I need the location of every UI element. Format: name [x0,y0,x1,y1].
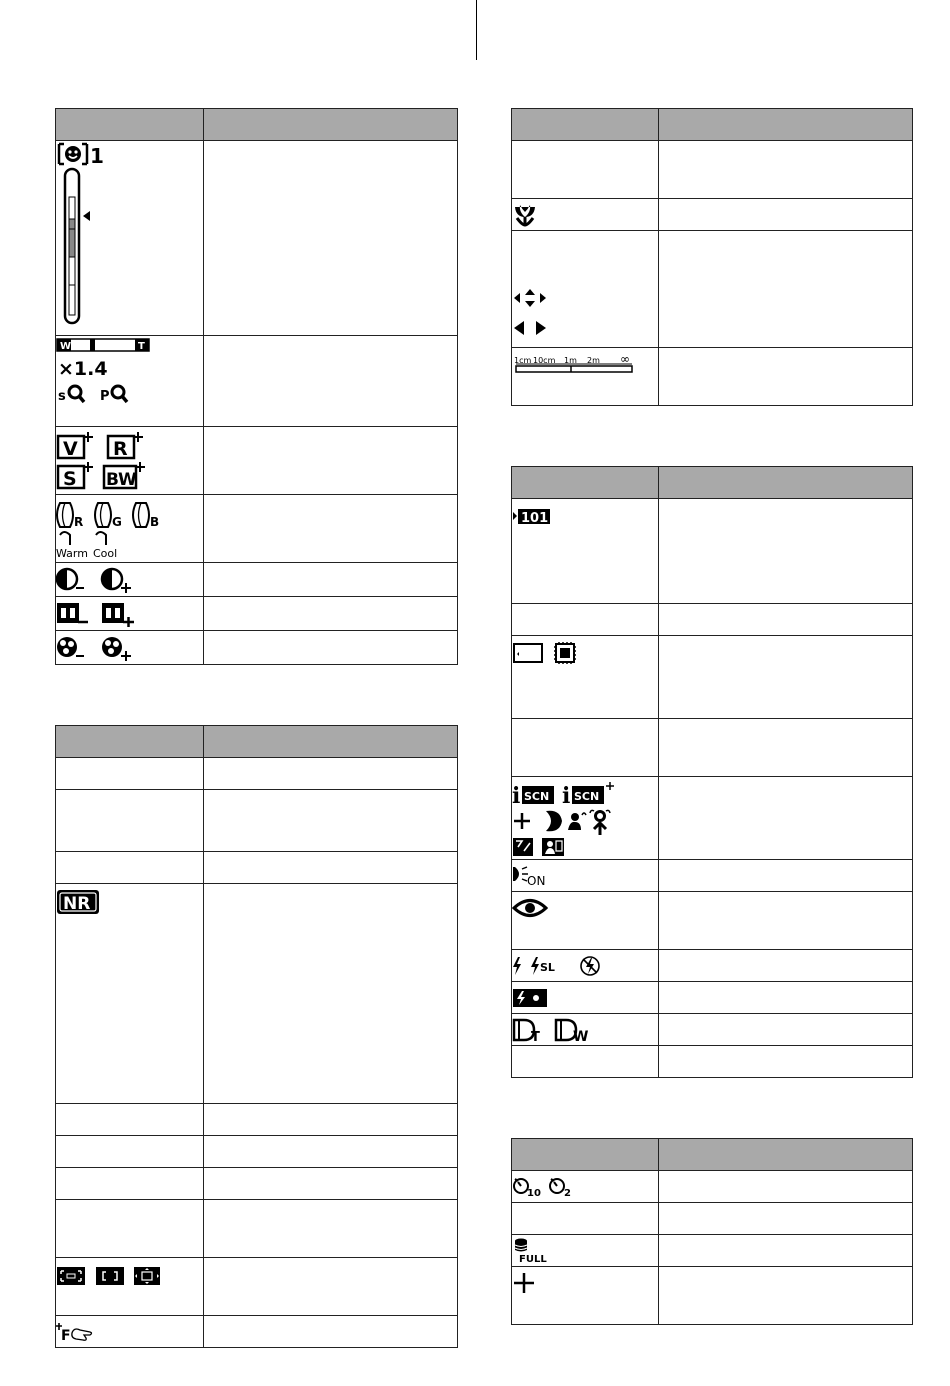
table-row [512,348,913,406]
red-eye-icon [512,897,548,919]
scn-label-1: SCN [524,790,550,803]
table-right-bottom [511,1138,913,1325]
tele-t-label: T [531,1030,540,1043]
color-mode-bw-label: BW [106,470,137,490]
table-row [512,1014,913,1046]
self-timer-icons [512,1176,592,1198]
table-row [56,631,458,665]
folder-number-label: 101 [521,511,549,526]
table-row [56,427,458,495]
scn-label-2: SCN [574,790,600,803]
pzoom-p-label: P [100,389,110,404]
self-timer-10-label: 10 [527,1188,541,1198]
table-row [56,884,458,1104]
saturation-icons [56,634,156,662]
table-row [512,982,913,1014]
zoom-w-label: W [60,341,72,352]
table-row [512,1235,913,1267]
table-row [512,636,913,719]
table-header-row [512,467,913,499]
table-left-bottom [55,725,458,1348]
table-row [512,719,913,777]
touch-af-icon [56,1321,96,1343]
flash-charging-icon [512,987,552,1009]
macro-icon [512,203,542,227]
intelligent-i-label-2: i [562,783,571,809]
white-balance-adjust-icons [56,499,186,561]
sharpness-icons [56,600,156,628]
focus-distance-scale-icon [512,353,637,379]
table-row [512,892,913,950]
ais-icon [512,864,562,886]
zoom-factor-icon [56,355,116,381]
table-row [512,1171,913,1203]
card-memory-icons [512,640,582,666]
scale-infinity-label: ∞ [620,353,630,366]
flash-mode-icons [512,955,608,977]
folder-number-icon [512,507,552,527]
zoom-factor-label: ×1.4 [58,358,108,380]
color-mode-icons [56,430,166,492]
spot-metering-target-icon [512,1271,538,1295]
table-row [512,860,913,892]
table-row [512,1203,913,1235]
table-row [512,231,913,348]
face-detect-icon [56,141,116,167]
table-row [512,604,913,636]
table-row [56,790,458,852]
buffer-full-icon [512,1237,560,1263]
wb-g-label: G [112,515,122,529]
color-mode-r-label: R [113,438,128,460]
nr-label: NR [63,894,91,914]
table-row [512,777,913,860]
buffer-full-label: FULL [519,1254,547,1263]
face-count-label: 1 [90,144,104,167]
table-right-middle [511,466,913,1078]
wide-w-label: W [573,1029,589,1043]
conversion-lens-icons [512,1017,602,1043]
table-row [512,199,913,231]
column-divider-mark [476,0,477,60]
table-row [56,1104,458,1136]
four-way-arrows-icon [512,287,552,309]
wb-b-label: B [150,515,160,529]
table-right-top [511,108,913,406]
table-row [512,1046,913,1078]
table-row [56,1136,458,1168]
table-header-row [512,109,913,141]
table-row [512,1267,913,1325]
table-row [512,499,913,604]
table-header-row [56,726,458,758]
af-mode-icons [56,1265,166,1287]
table-row [56,1258,458,1316]
zoom-t-label: T [138,341,145,352]
ais-on-label: ON [527,874,546,886]
color-mode-s-label: S [63,468,77,490]
wb-r-label: R [74,515,84,529]
table-row [56,336,458,427]
table-row [56,852,458,884]
table-header-row [512,1139,913,1171]
wb-warm-label: Warm [56,547,88,560]
scale-1m-label: 1m [564,356,577,365]
table-left-top [55,108,458,665]
extended-zoom-icons [56,381,146,405]
table-row [512,141,913,199]
wb-cool-label: Cool [93,547,118,560]
table-row [56,141,458,336]
table-row [56,495,458,563]
svg-text:F: F [61,1328,71,1343]
contrast-icons [56,566,156,594]
table-row [56,597,458,631]
flash-sl-label: SL [540,961,555,974]
zoom-bar-icon [56,336,152,354]
table-row [56,563,458,597]
szoom-s-label: s [58,389,66,404]
table-row [56,758,458,790]
table-row [512,950,913,982]
left-right-arrows-icon [512,317,552,339]
scale-2m-label: 2m [587,356,600,365]
scale-1cm-label: 1cm [514,356,532,365]
scale-10cm-label: 10cm [533,356,556,365]
noise-reduction-icon [56,888,102,916]
focus-range-bar-icon [56,167,96,327]
color-mode-v-label: V [63,438,78,460]
self-timer-2-label: 2 [564,1188,571,1198]
table-header-row [56,109,458,141]
table-row [56,1200,458,1258]
scene-detection-icons [512,781,642,857]
intelligent-i-label: i [512,783,521,809]
table-row [56,1168,458,1200]
table-row [56,1316,458,1348]
